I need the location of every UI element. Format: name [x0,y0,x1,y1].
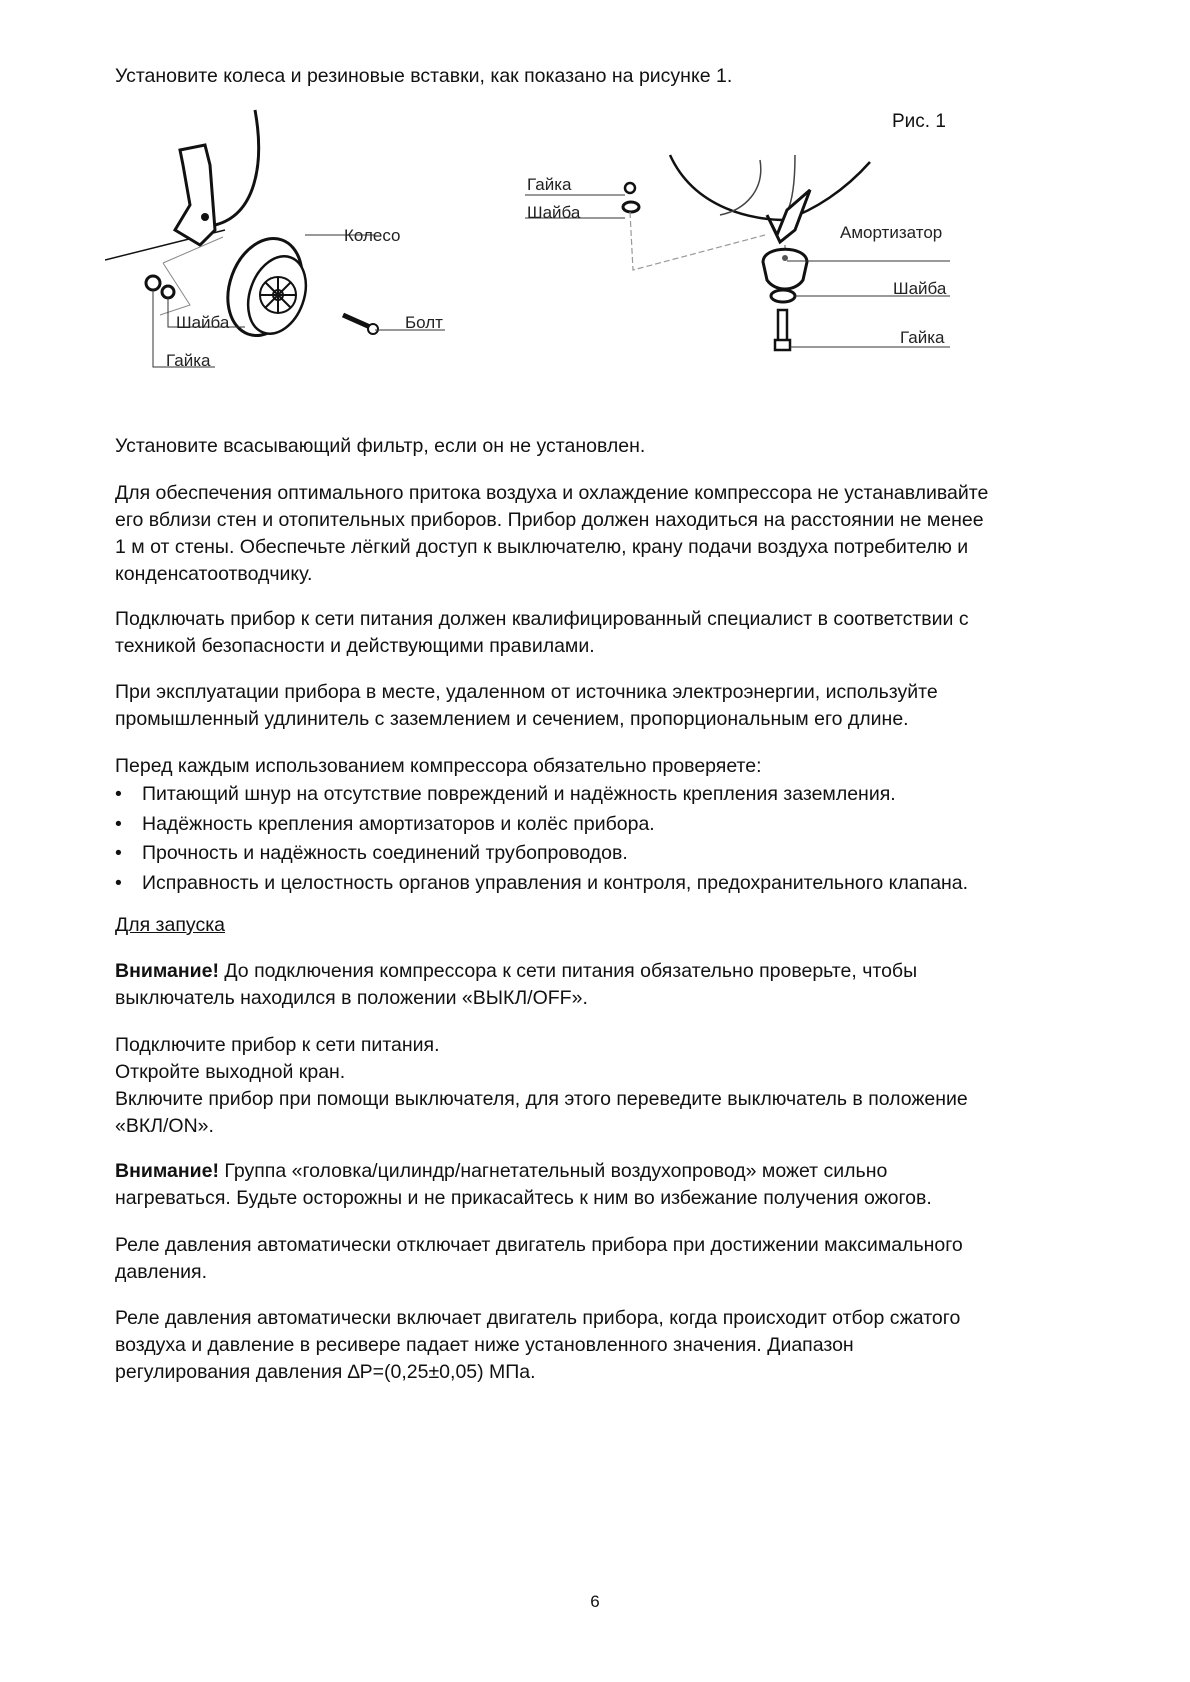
step-2: Откройте выходной кран. [115,1061,346,1083]
page-number: 6 [590,1592,600,1611]
check-list-item: • Надёжность крепления амортизаторов и колёс прибора. [115,810,968,840]
relay-off-line-1: Реле давления автоматически отключает двигатель прибора при достижении максимального [115,1234,963,1256]
label-washer-top: Шайба [527,203,581,222]
shock-absorber-illustration [525,150,955,360]
relay-on-line-2: воздуха и давление в ресивере падает ниже установленного значения. Диапазон [115,1334,854,1356]
warning-1-line-2: выключатель находился в положении «ВЫКЛ/OFF». [115,987,588,1009]
filter-paragraph: Установите всасывающий фильтр, если он не установлен. [115,435,646,457]
step-3-line-2: «ВКЛ/ON». [115,1115,214,1137]
connection-line-2: техникой безопасности и действующими правилами. [115,635,595,657]
label-nut-top: Гайка [527,175,572,194]
remote-line-1: При эксплуатации прибора в месте, удаленном от источника электроэнергии, используйте [115,681,938,703]
warning-2-line-2: нагреваться. Будьте осторожны и не прикасайтесь к ним во избежание получения ожогов. [115,1187,932,1209]
bullet-icon: • [115,842,122,864]
check-list-item: • Прочность и надёжность соединений трубопроводов. [115,839,968,869]
bullet-icon: • [115,871,122,894]
warning-1-label: Внимание! [115,960,219,982]
relay-on-line-3: регулирования давления ∆P=(0,25±0,05) МПа. [115,1361,536,1383]
bullet-icon: • [115,812,122,835]
step-1: Подключите прибор к сети питания. [115,1034,440,1056]
placement-line-2: его вблизи стен и отопительных приборов. Прибор должен находиться на расстоянии не менее [115,509,984,531]
placement-line-4: конденсатоотводчику. [115,563,313,585]
wheel-assembly-illustration [105,105,505,415]
step-3-line-1: Включите прибор при помощи выключателя, для этого переведите выключатель в положение [115,1088,968,1110]
figure-caption: Рис. 1 [892,111,946,132]
relay-on-line-1: Реле давления автоматически включает двигатель прибора, когда происходит отбор сжатого [115,1307,961,1329]
relay-off-line-2: давления. [115,1261,207,1283]
placement-line-1: Для обеспечения оптимального притока воздуха и охлаждение компрессора не устанавливайте [115,482,989,504]
label-wheel: Колесо [344,226,401,245]
warning-2-label: Внимание! [115,1160,219,1182]
intro-text: Установите колеса и резиновые вставки, как показано на рисунке 1. [115,65,733,87]
label-washer-bottom: Шайба [893,279,947,298]
start-section-heading: Для запуска [115,914,225,936]
connection-line-1: Подключать прибор к сети питания должен квалифицированный специалист в соответствии с [115,608,969,630]
placement-line-3: 1 м от стены. Обеспечьте лёгкий доступ к выключателю, крану подачи воздуха потребителю и [115,536,969,558]
label-nut-bottom: Гайка [900,328,945,347]
label-shock-absorber: Амортизатор [840,223,943,242]
check-list-item: • Исправность и целостность органов управления и контроля, предохранительного клапана. [115,869,968,899]
label-washer-left: Шайба [176,313,230,332]
bullet-icon: • [115,783,122,805]
remote-line-2: промышленный удлинитель с заземлением и сечением, пропорциональным его длине. [115,708,909,730]
warning-2-line-1: Внимание! Группа «головка/цилиндр/нагнетательный воздухопровод» может сильно [115,1160,888,1182]
warning-1-line-1: Внимание! До подключения компрессора к сети питания обязательно проверьте, чтобы [115,960,918,982]
check-intro: Перед каждым использованием компрессора обязательно проверяете: [115,755,762,777]
check-list [115,780,968,898]
check-list-item: • Питающий шнур на отсутствие повреждений и надёжность крепления заземления. [115,780,968,810]
label-nut-left: Гайка [166,351,211,370]
label-bolt: Болт [405,313,443,332]
